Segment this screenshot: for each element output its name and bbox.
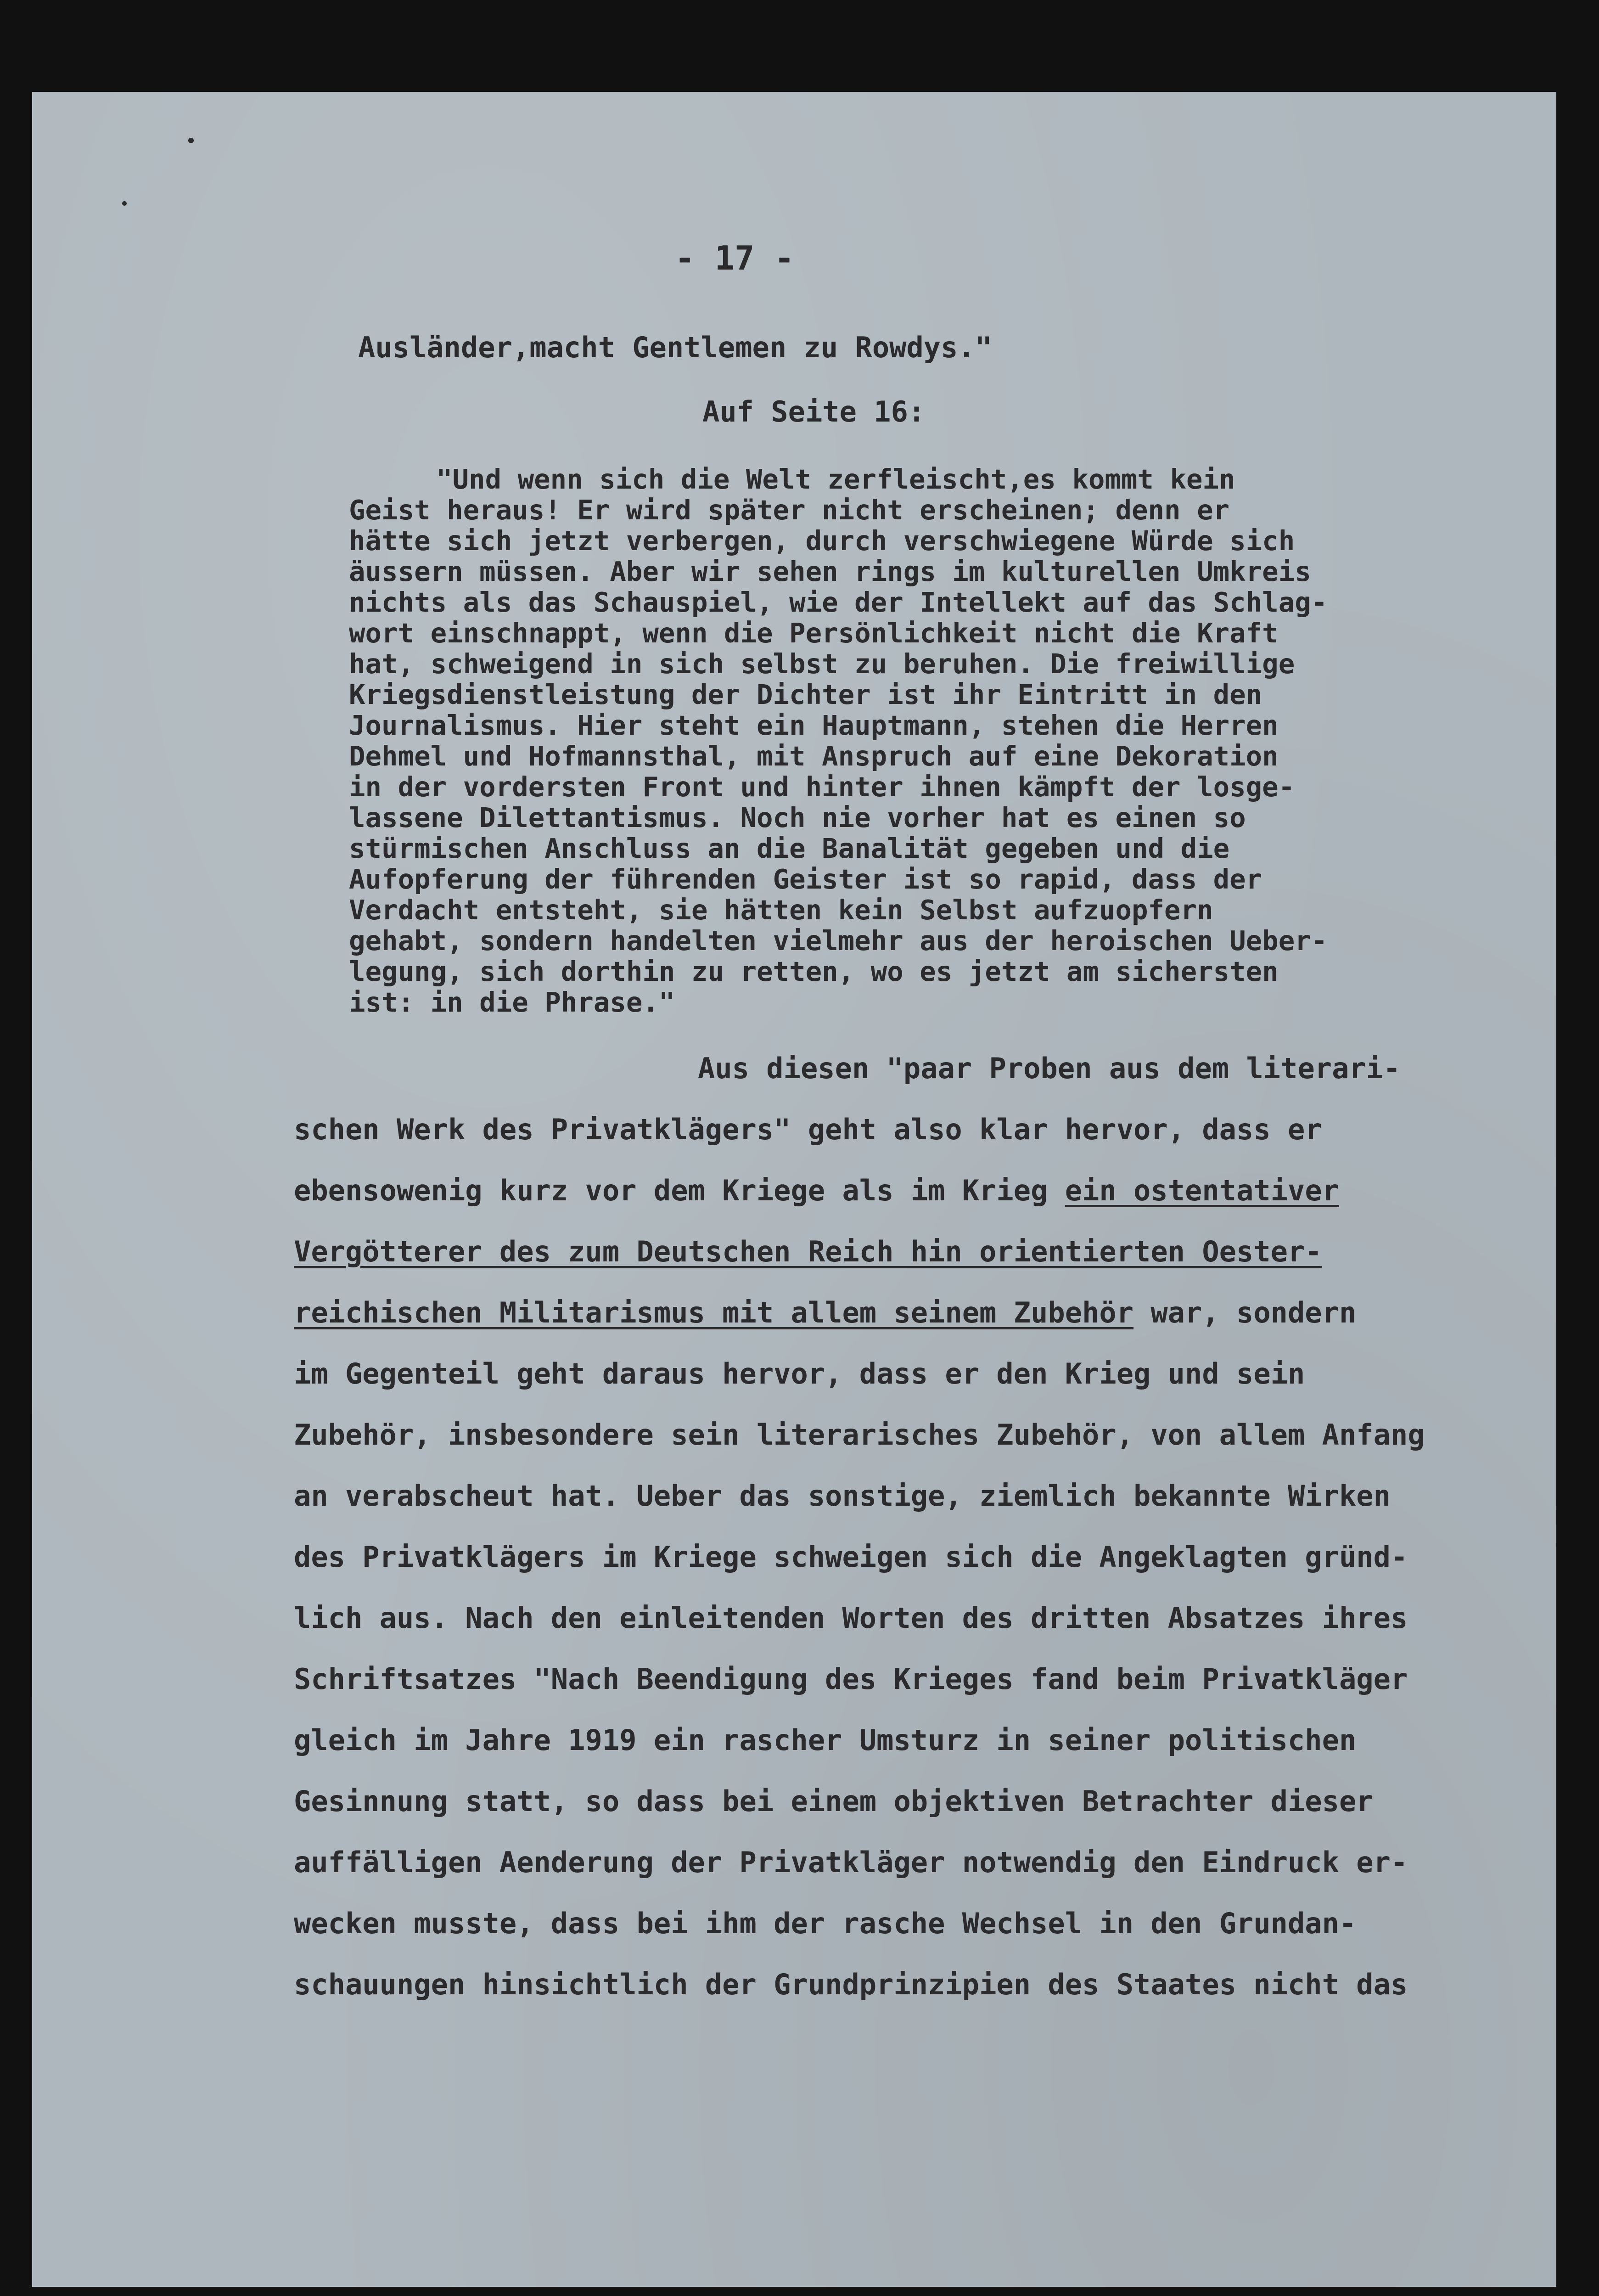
body-line xyxy=(294,1343,1506,1404)
body-text: auffälligen Aenderung der Privatkläger notwendig den Eindruck er- xyxy=(294,1846,1408,1879)
quote-line: ist: in die Phrase." xyxy=(349,986,675,1018)
quote-line: wort einschnappt, wenn die Persönlichkeit nicht die Kraft xyxy=(349,617,1279,649)
quote-line: Kriegsdienstleistung der Dichter ist ihr Eintritt in den xyxy=(349,679,1262,710)
body-text: war, sondern xyxy=(1133,1296,1357,1329)
body-line xyxy=(294,1832,1506,1893)
body-line xyxy=(294,1282,1506,1343)
body-paragraph xyxy=(294,1038,1506,2015)
ink-dot xyxy=(122,201,127,206)
page-number: - 17 - xyxy=(675,239,795,277)
body-text: Aus diesen "paar Proben aus dem literari- xyxy=(698,1052,1401,1085)
body-text: im Gegenteil geht daraus hervor, dass er den Krieg und sein xyxy=(294,1357,1305,1390)
body-text: schauungen hinsichtlich der Grundprinzipien des Staates nicht das xyxy=(294,1968,1408,2001)
body-text: des Privatklägers im Kriege schweigen sich die Angeklagten gründ- xyxy=(294,1540,1408,1574)
quote-line: lassene Dilettantismus. Noch nie vorher hat es einen so xyxy=(349,802,1246,833)
quote-line: hat, schweigend in sich selbst zu beruhen. Die freiwillige xyxy=(349,648,1295,680)
body-text: gleich im Jahre 1919 ein rascher Umsturz in seiner politischen xyxy=(294,1723,1357,1757)
quote-line: "Und wenn sich die Welt zerfleischt,es kommt kein xyxy=(436,463,1235,495)
quote-line: stürmischen Anschluss an die Banalität gegeben und die xyxy=(349,833,1230,864)
body-line xyxy=(294,1404,1506,1465)
body-text: Gesinnung statt, so dass bei einem objektiven Betrachter dieser xyxy=(294,1784,1374,1818)
quote-block xyxy=(349,464,1460,1018)
body-line xyxy=(294,1099,1506,1160)
body-line xyxy=(294,1771,1506,1832)
body-text: Zubehör, insbesondere sein literarisches Zubehör, von allem Anfang xyxy=(294,1418,1425,1452)
quote-line: Aufopferung der führenden Geister ist so rapid, dass der xyxy=(349,863,1262,895)
body-line xyxy=(294,1526,1506,1587)
body-line xyxy=(294,1587,1506,1649)
quote-line: Verdacht entsteht, sie hätten kein Selbst aufzuopfern xyxy=(349,894,1213,926)
quote-line: in der vordersten Front und hinter ihnen kämpft der losge- xyxy=(349,771,1295,803)
body-text: lich aus. Nach den einleitenden Worten des dritten Absatzes ihres xyxy=(294,1601,1408,1635)
body-line xyxy=(294,1954,1506,2015)
quote-line: Dehmel und Hofmannsthal, mit Anspruch auf eine Dekoration xyxy=(349,740,1279,772)
opening-line: Ausländer,macht Gentlemen zu Rowdys." xyxy=(358,331,993,364)
body-text: schen Werk des Privatklägers" geht also klar hervor, dass er xyxy=(294,1113,1322,1146)
body-line xyxy=(294,1160,1506,1221)
body-line xyxy=(294,1038,1506,1099)
body-text: an verabscheut hat. Ueber das sonstige, ziemlich bekannte Wirken xyxy=(294,1479,1391,1513)
body-text: Schriftsatzes "Nach Beendigung des Krieges fand beim Privatkläger xyxy=(294,1662,1408,1696)
quote-intro: Auf Seite 16: xyxy=(702,395,926,428)
quote-line: hätte sich jetzt verbergen, durch verschwiegene Würde sich xyxy=(349,525,1295,557)
body-line xyxy=(294,1893,1506,1954)
body-line xyxy=(294,1465,1506,1526)
body-line xyxy=(294,1649,1506,1710)
underlined-text: Vergötterer des zum Deutschen Reich hin orientierten Oester- xyxy=(294,1235,1322,1268)
quote-line: nichts als das Schauspiel, wie der Intellekt auf das Schlag- xyxy=(349,586,1328,618)
body-line xyxy=(294,1710,1506,1771)
body-text: ebensowenig kurz vor dem Kriege als im Krieg xyxy=(294,1174,1065,1207)
quote-line: Geist heraus! Er wird später nicht erscheinen; denn er xyxy=(349,494,1230,526)
underlined-text: reichischen Militarismus mit allem seinem Zubehör xyxy=(294,1296,1134,1329)
quote-line: gehabt, sondern handelten vielmehr aus der heroischen Ueber- xyxy=(349,925,1328,957)
quote-line: äussern müssen. Aber wir sehen rings im kulturellen Umkreis xyxy=(349,556,1311,587)
underlined-text: ein ostentativer xyxy=(1065,1174,1339,1207)
ink-dot xyxy=(188,138,194,143)
quote-line: legung, sich dorthin zu retten, wo es jetzt am sichersten xyxy=(349,956,1279,987)
quote-line: Journalismus. Hier steht ein Hauptmann, stehen die Herren xyxy=(349,709,1279,741)
body-text: wecken musste, dass bei ihm der rasche Wechsel in den Grundan- xyxy=(294,1907,1357,1940)
body-line xyxy=(294,1221,1506,1282)
